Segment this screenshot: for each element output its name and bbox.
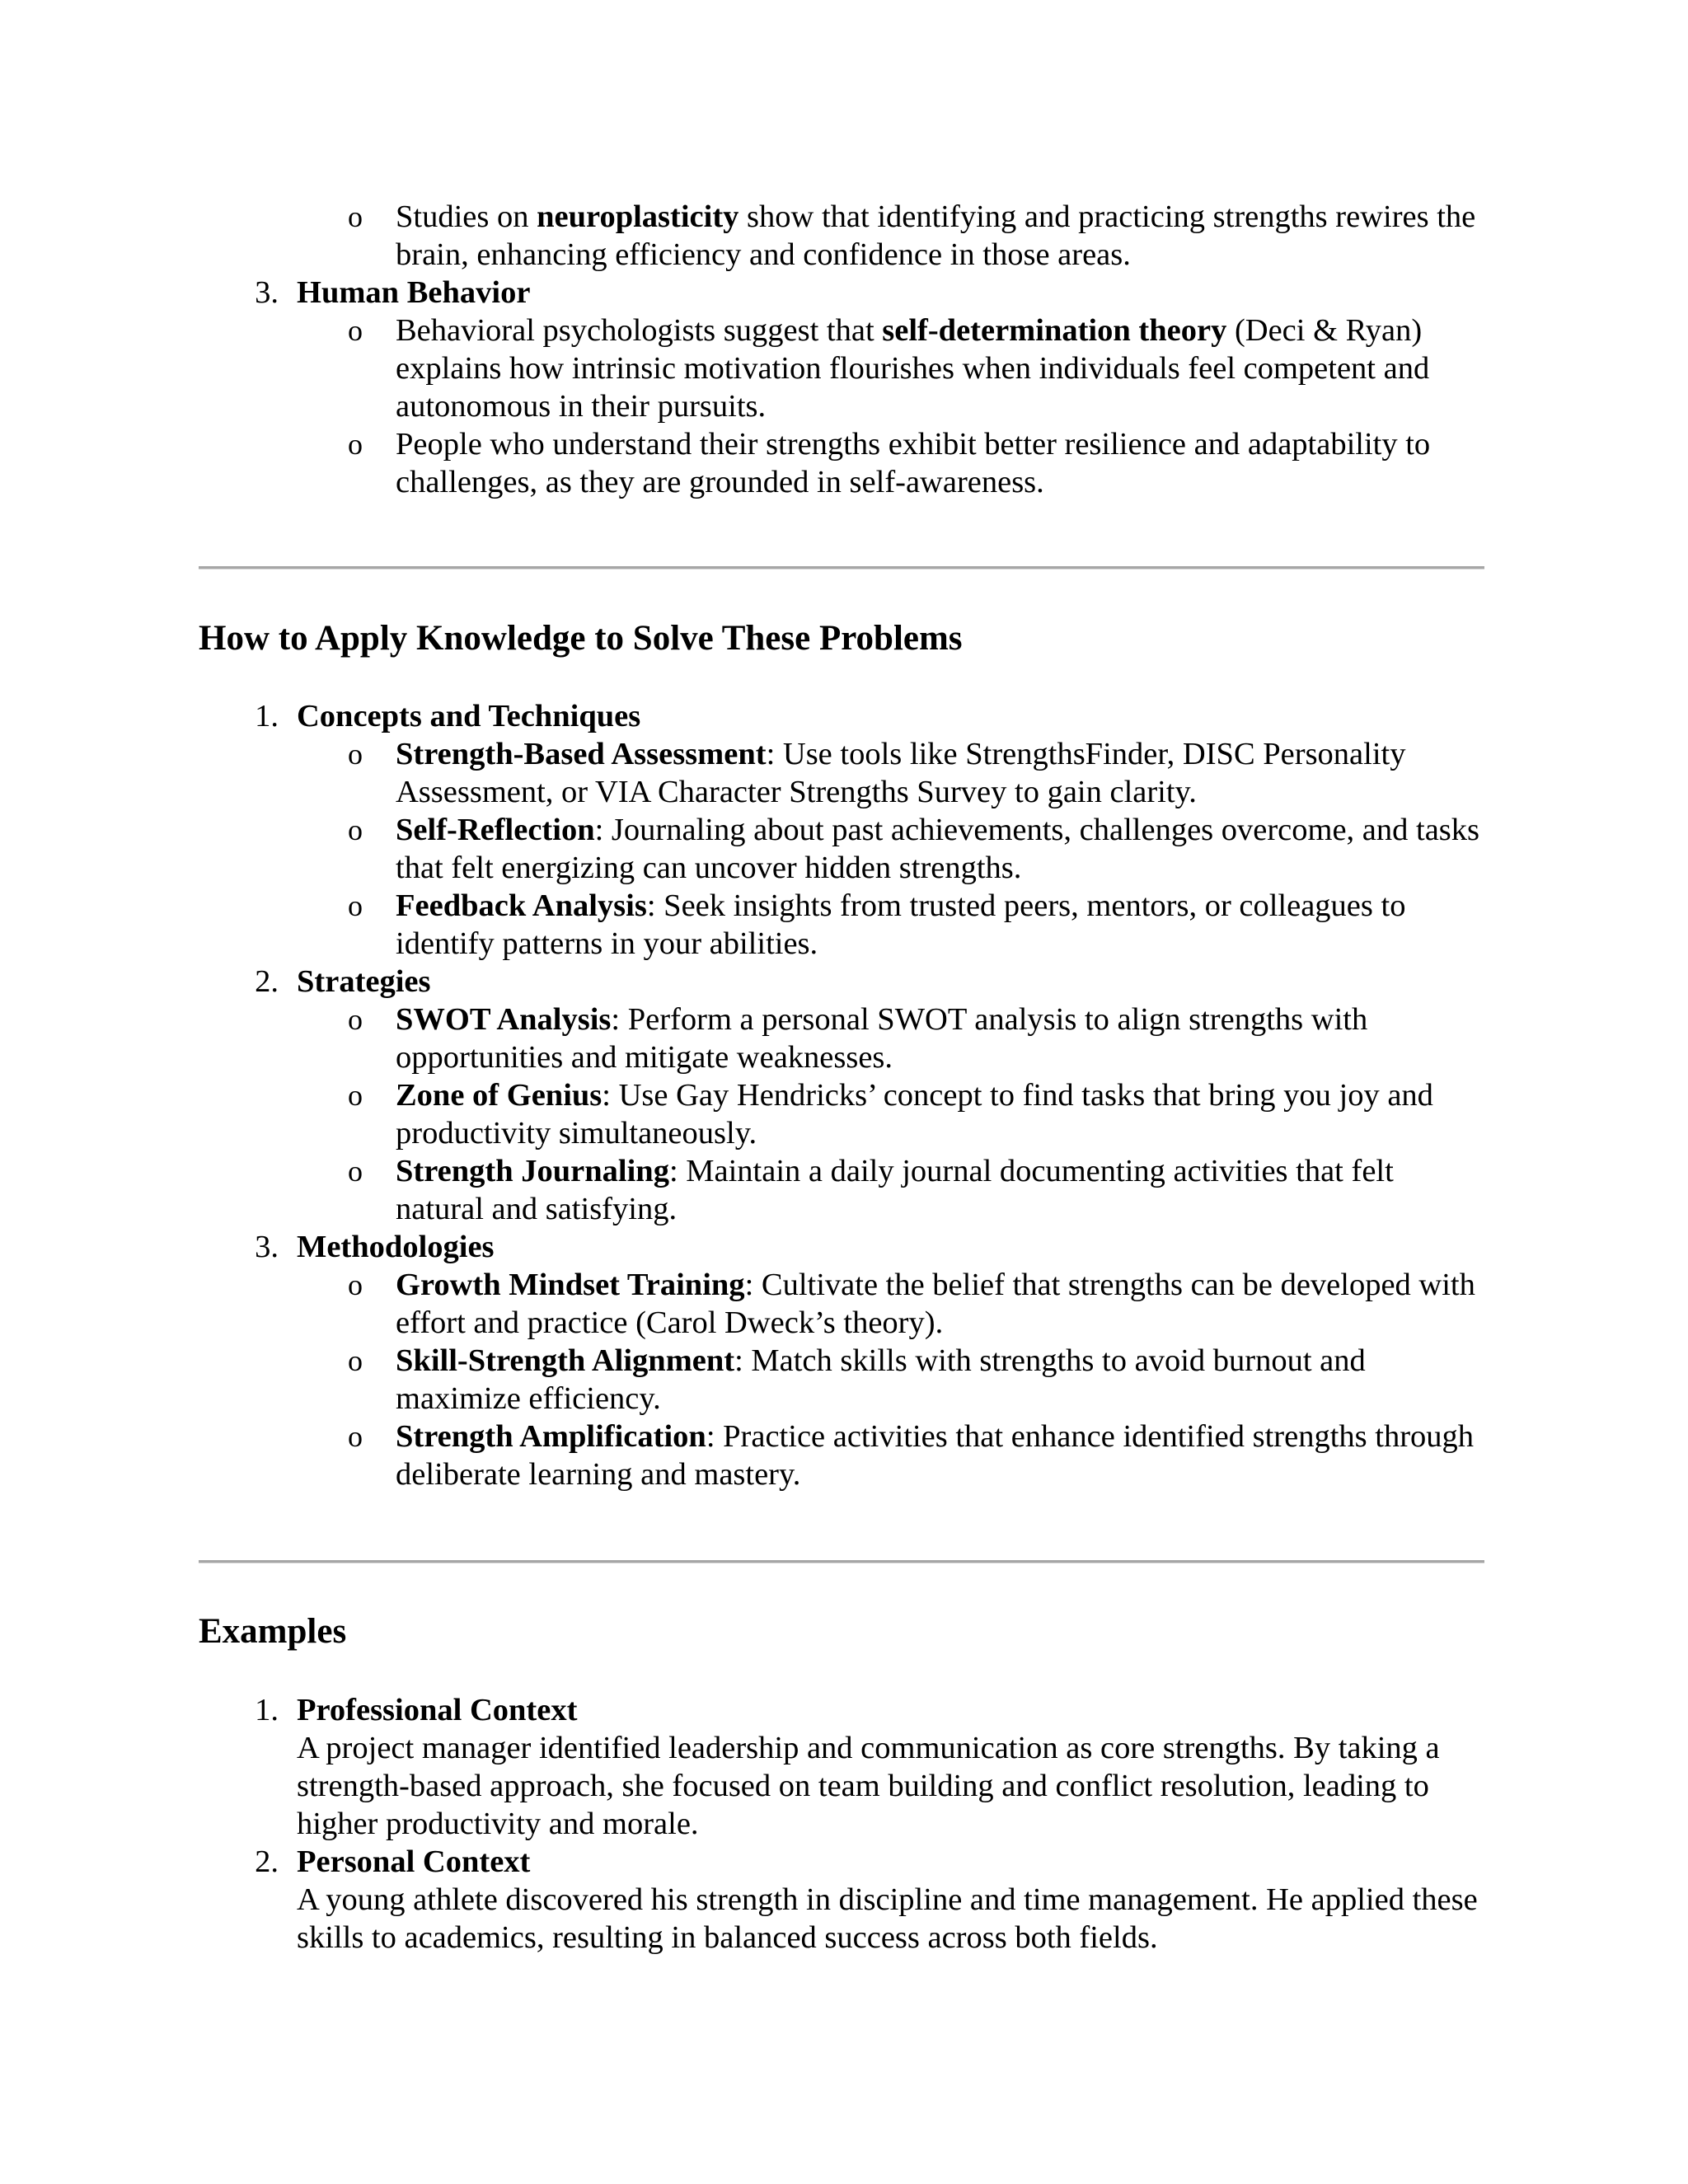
- bullet-text: Strength Amplification: Practice activities that enhance identified strengths through deliberate learning and mastery.: [396, 1419, 1475, 1492]
- list-item: [0, 1418, 1688, 1493]
- list-title: Methodologies: [297, 1230, 495, 1264]
- bullet-marker: o: [348, 1003, 363, 1036]
- bullet-text: Strength-Based Assessment: Use tools like StrengthsFinder, DISC Personality Assessment, or VIA Character Strengths Survey to gain clarity.: [396, 737, 1406, 809]
- list-item: [0, 1266, 1688, 1342]
- list-item: [0, 735, 1688, 811]
- bullet-text: Strength Journaling: Maintain a daily journal documenting activities that felt natural and satisfying.: [396, 1154, 1394, 1226]
- bullet-marker: o: [348, 889, 363, 922]
- bullet-text: People who understand their strengths exhibit better resilience and adaptability to challenges, as they are grounded in self-awareness.: [396, 427, 1431, 499]
- list-item: [0, 1152, 1688, 1228]
- bullet-marker: o: [348, 738, 363, 771]
- bullet-marker: o: [348, 1079, 363, 1112]
- bullet-marker: o: [348, 1420, 363, 1453]
- section-heading-examples: Examples: [199, 1612, 347, 1651]
- list-item: [0, 274, 1688, 312]
- section-divider: [199, 1560, 1484, 1563]
- top-continuation: [0, 198, 1688, 501]
- list-number: 1.: [255, 1693, 279, 1727]
- list-item: [0, 1342, 1688, 1418]
- bullet-marker: o: [348, 200, 363, 233]
- bullet-marker: o: [348, 1155, 363, 1188]
- section-heading-apply: How to Apply Knowledge to Solve These Problems: [199, 619, 963, 658]
- bullet-text: Self-Reflection: Journaling about past achievements, challenges overcome, and tasks that felt energizing can uncover hidden strengths.: [396, 813, 1480, 885]
- bullet-text: Growth Mindset Training: Cultivate the belief that strengths can be developed with effort and practice (Carol Dweck’s theory).: [396, 1268, 1475, 1340]
- list-title: Human Behavior: [297, 275, 531, 310]
- bullet-marker: o: [348, 1344, 363, 1377]
- list-item: [0, 1691, 1688, 1729]
- bullet-text: Zone of Genius: Use Gay Hendricks’ concept to find tasks that bring you joy and productivity simultaneously.: [396, 1078, 1433, 1151]
- list-item: [0, 887, 1688, 963]
- bullet-text: Skill-Strength Alignment: Match skills with strengths to avoid burnout and maximize efficiency.: [396, 1343, 1366, 1416]
- bullet-text: Feedback Analysis: Seek insights from trusted peers, mentors, or colleagues to identify patterns in your abilities.: [396, 888, 1406, 961]
- list-item: [0, 312, 1688, 425]
- bullet-marker: o: [348, 1268, 363, 1301]
- list-number: 2.: [255, 1844, 279, 1879]
- examples-list: [0, 1691, 1688, 1957]
- bullet-marker: o: [348, 813, 363, 846]
- bullet-text: SWOT Analysis: Perform a personal SWOT analysis to align strengths with opportunities and mitigate weaknesses.: [396, 1002, 1368, 1075]
- example-paragraph: A project manager identified leadership and communication as core strengths. By taking a strength-based approach, she focused on team building and conflict resolution, leading to higher productivity and morale.: [297, 1731, 1440, 1841]
- list-item: [0, 963, 1688, 1001]
- list-item: [0, 1001, 1688, 1076]
- list-number: 1.: [255, 699, 279, 733]
- list-title: Professional Context: [297, 1693, 578, 1727]
- section-divider: [199, 566, 1484, 569]
- list-item: [0, 1076, 1688, 1152]
- list-number: 3.: [255, 275, 279, 310]
- list-item: [0, 811, 1688, 887]
- bullet-marker: o: [348, 428, 363, 461]
- list-title: Personal Context: [297, 1844, 531, 1879]
- bullet-text: Studies on neuroplasticity show that identifying and practicing strengths rewires the brain, enhancing efficiency and confidence in those areas.: [396, 199, 1476, 272]
- bullet-text: Behavioral psychologists suggest that self-determination theory (Deci & Ryan) explains how intrinsic motivation flourishes when individuals feel competent and autonomous in their pursuits.: [396, 313, 1430, 424]
- list-item: [0, 425, 1688, 501]
- list-item: [0, 1881, 1688, 1957]
- list-number: 3.: [255, 1230, 279, 1264]
- list-title: Concepts and Techniques: [297, 699, 641, 733]
- example-paragraph: A young athlete discovered his strength in discipline and time management. He applied these skills to academics, resulting in balanced success across both fields.: [297, 1882, 1478, 1955]
- list-title: Strategies: [297, 964, 431, 999]
- list-item: [0, 697, 1688, 735]
- list-item: [0, 1228, 1688, 1266]
- list-item: [0, 1843, 1688, 1881]
- bullet-marker: o: [348, 314, 363, 347]
- list-item: [0, 1729, 1688, 1843]
- list-item: [0, 198, 1688, 274]
- list-number: 2.: [255, 964, 279, 999]
- apply-list: [0, 697, 1688, 1493]
